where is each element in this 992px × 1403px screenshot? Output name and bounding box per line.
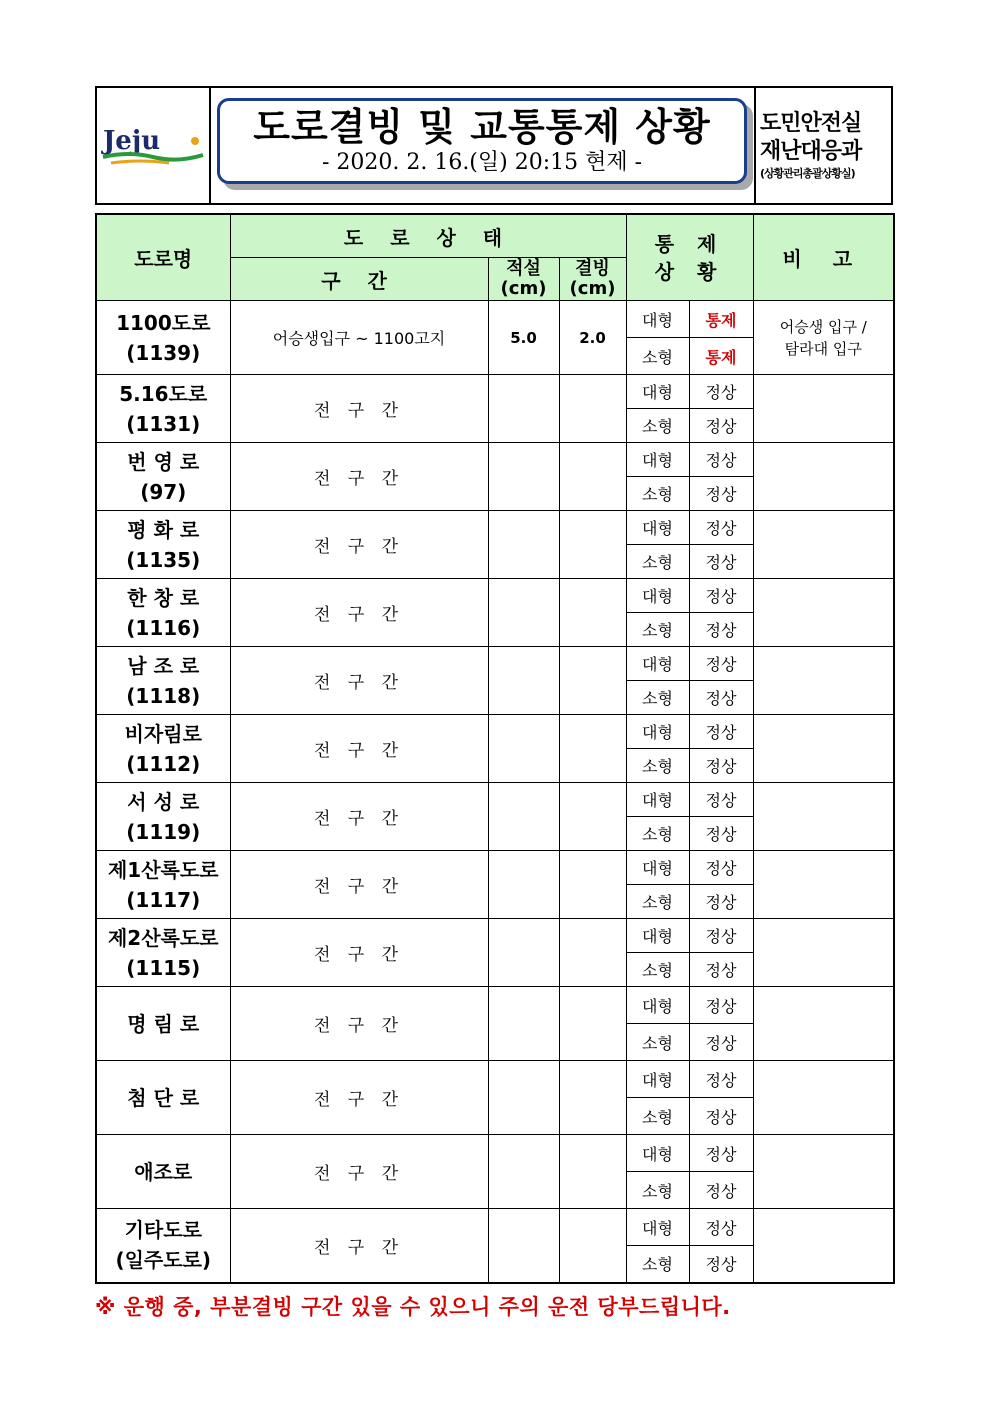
road-name	[96, 715, 230, 783]
small-vehicle-status: 통제	[689, 338, 753, 375]
road-section: 전 구 간	[230, 1135, 488, 1209]
road-name-line1: 비자림로	[124, 721, 202, 746]
header-control-status	[626, 214, 753, 301]
large-vehicle-status: 정상	[689, 783, 753, 817]
road-name	[96, 1209, 230, 1283]
table-row	[96, 301, 894, 338]
road-name-line2: (97)	[140, 479, 187, 504]
header-ice	[559, 258, 626, 301]
road-name	[96, 851, 230, 919]
small-vehicle-status: 정상	[689, 749, 753, 783]
large-vehicle-label: 대형	[626, 919, 689, 953]
header-road-name: 도로명	[96, 214, 230, 301]
road-name-line2: (1118)	[126, 683, 201, 708]
road-name-line1: 기타도로	[124, 1218, 202, 1243]
road-note	[753, 851, 894, 919]
table-row	[96, 715, 894, 749]
header-control-line1: 통 제	[654, 231, 725, 256]
road-note	[753, 715, 894, 783]
large-vehicle-label: 대형	[626, 1209, 689, 1246]
road-section: 전 구 간	[230, 375, 488, 443]
road-name-line1: 번 영 로	[127, 449, 200, 474]
snow-depth	[488, 783, 559, 851]
small-vehicle-label: 소형	[626, 338, 689, 375]
road-name-line1: 제1산록도로	[107, 857, 219, 882]
title-cell	[211, 88, 756, 203]
road-section: 전 구 간	[230, 919, 488, 987]
snow-depth	[488, 919, 559, 987]
jeju-logo-icon	[99, 121, 207, 171]
large-vehicle-status: 정상	[689, 919, 753, 953]
road-note	[753, 987, 894, 1061]
road-section: 전 구 간	[230, 987, 488, 1061]
road-rows	[96, 301, 894, 1283]
road-name-line1: 제2산록도로	[107, 925, 219, 950]
road-name	[96, 647, 230, 715]
header-ice-label: 결빙	[575, 258, 610, 279]
header-section: 구 간	[230, 258, 488, 301]
large-vehicle-status: 정상	[689, 851, 753, 885]
small-vehicle-status: 정상	[689, 1098, 753, 1135]
snow-depth	[488, 511, 559, 579]
ice-depth	[559, 1061, 626, 1135]
snow-depth	[488, 851, 559, 919]
small-vehicle-status: 정상	[689, 817, 753, 851]
table-row	[96, 443, 894, 477]
page-title: 도로결빙 및 교통통제 상황	[253, 105, 711, 149]
table-row	[96, 1209, 894, 1246]
ice-depth	[559, 919, 626, 987]
large-vehicle-status: 정상	[689, 647, 753, 681]
road-name	[96, 1135, 230, 1209]
large-vehicle-label: 대형	[626, 301, 689, 338]
road-section: 전 구 간	[230, 1061, 488, 1135]
snow-depth	[488, 1135, 559, 1209]
road-note-line1: 어승생 입구 /	[779, 317, 867, 336]
road-name	[96, 579, 230, 647]
road-note	[753, 1209, 894, 1283]
small-vehicle-label: 소형	[626, 477, 689, 511]
road-note	[753, 579, 894, 647]
road-note	[753, 1135, 894, 1209]
road-section: 전 구 간	[230, 851, 488, 919]
road-section: 전 구 간	[230, 511, 488, 579]
document-header	[95, 86, 893, 205]
ice-depth	[559, 1135, 626, 1209]
small-vehicle-label: 소형	[626, 681, 689, 715]
large-vehicle-label: 대형	[626, 1061, 689, 1098]
small-vehicle-status: 정상	[689, 681, 753, 715]
small-vehicle-status: 정상	[689, 477, 753, 511]
header-snow-label: 적설	[506, 258, 541, 279]
small-vehicle-label: 소형	[626, 409, 689, 443]
ice-depth	[559, 443, 626, 511]
road-name	[96, 301, 230, 375]
road-section: 어승생입구 ~ 1100고지	[230, 301, 488, 375]
large-vehicle-label: 대형	[626, 1135, 689, 1172]
road-name-line1: 첨 단 로	[127, 1085, 200, 1110]
large-vehicle-status: 정상	[689, 715, 753, 749]
small-vehicle-status: 정상	[689, 1246, 753, 1283]
snow-depth	[488, 1209, 559, 1283]
road-name	[96, 375, 230, 443]
large-vehicle-status: 정상	[689, 1209, 753, 1246]
table-row	[96, 511, 894, 545]
small-vehicle-label: 소형	[626, 1098, 689, 1135]
road-name	[96, 783, 230, 851]
ice-depth: 2.0	[559, 301, 626, 375]
road-note	[753, 301, 894, 375]
road-name-line1: 서 성 로	[127, 789, 200, 814]
logo-cell	[97, 88, 211, 203]
report-date: - 2020. 2. 16.(일) 20:15 현제 -	[321, 150, 643, 175]
ice-depth	[559, 647, 626, 715]
table-row	[96, 919, 894, 953]
road-note	[753, 375, 894, 443]
snow-depth	[488, 647, 559, 715]
large-vehicle-label: 대형	[626, 375, 689, 409]
large-vehicle-status: 정상	[689, 579, 753, 613]
road-name-line2: (1116)	[126, 615, 201, 640]
table-row	[96, 1135, 894, 1172]
snow-depth	[488, 443, 559, 511]
small-vehicle-label: 소형	[626, 613, 689, 647]
road-note	[753, 783, 894, 851]
road-name	[96, 919, 230, 987]
road-name-line1: 5.16도로	[119, 381, 208, 406]
snow-depth	[488, 1061, 559, 1135]
road-note	[753, 443, 894, 511]
road-note	[753, 1061, 894, 1135]
small-vehicle-status: 정상	[689, 409, 753, 443]
ice-depth	[559, 783, 626, 851]
ice-depth	[559, 375, 626, 443]
road-name-line2: (1131)	[126, 411, 201, 436]
header-control-line2: 상 황	[654, 259, 725, 284]
large-vehicle-label: 대형	[626, 443, 689, 477]
road-name-line1: 한 창 로	[127, 585, 200, 610]
caution-notice: ※ 운행 중, 부분결빙 구간 있을 수 있으니 주의 운전 당부드립니다.	[95, 1295, 731, 1319]
snow-depth	[488, 375, 559, 443]
road-name	[96, 443, 230, 511]
small-vehicle-label: 소형	[626, 1246, 689, 1283]
road-section: 전 구 간	[230, 579, 488, 647]
large-vehicle-label: 대형	[626, 647, 689, 681]
road-name-line1: 남 조 로	[127, 653, 200, 678]
ice-depth	[559, 987, 626, 1061]
ice-depth	[559, 851, 626, 919]
small-vehicle-label: 소형	[626, 1172, 689, 1209]
road-name-line1: 애조로	[134, 1159, 193, 1184]
small-vehicle-status: 정상	[689, 885, 753, 919]
table-row	[96, 579, 894, 613]
header-road-state: 도 로 상 태	[230, 214, 626, 258]
large-vehicle-label: 대형	[626, 511, 689, 545]
large-vehicle-label: 대형	[626, 987, 689, 1024]
ice-depth	[559, 511, 626, 579]
small-vehicle-label: 소형	[626, 817, 689, 851]
large-vehicle-label: 대형	[626, 783, 689, 817]
road-note	[753, 647, 894, 715]
snow-depth	[488, 579, 559, 647]
small-vehicle-label: 소형	[626, 545, 689, 579]
small-vehicle-label: 소형	[626, 885, 689, 919]
small-vehicle-status: 정상	[689, 953, 753, 987]
large-vehicle-status: 정상	[689, 1135, 753, 1172]
road-name-line2: (1115)	[126, 955, 201, 980]
header-ice-unit: (cm)	[569, 278, 616, 299]
road-name	[96, 511, 230, 579]
table-row	[96, 851, 894, 885]
table-row	[96, 783, 894, 817]
road-name-line2: (1135)	[126, 547, 201, 572]
large-vehicle-status: 정상	[689, 443, 753, 477]
title-box	[217, 98, 747, 184]
small-vehicle-status: 정상	[689, 545, 753, 579]
small-vehicle-status: 정상	[689, 613, 753, 647]
large-vehicle-label: 대형	[626, 851, 689, 885]
road-name	[96, 1061, 230, 1135]
large-vehicle-status: 통제	[689, 301, 753, 338]
road-section: 전 구 간	[230, 715, 488, 783]
road-section: 전 구 간	[230, 647, 488, 715]
small-vehicle-label: 소형	[626, 1024, 689, 1061]
road-name-line2: (1117)	[126, 887, 201, 912]
table-row	[96, 647, 894, 681]
snow-depth: 5.0	[488, 301, 559, 375]
svg-text:Jeju: Jeju	[103, 125, 161, 156]
table-row	[96, 375, 894, 409]
road-name-line1: 평 화 로	[127, 517, 200, 542]
road-section: 전 구 간	[230, 783, 488, 851]
department-cell	[756, 88, 891, 203]
road-name-line1: 1100도로	[116, 310, 211, 335]
dept-room: (상황관리총괄상황실)	[760, 166, 855, 180]
road-name	[96, 987, 230, 1061]
large-vehicle-label: 대형	[626, 579, 689, 613]
header-snow	[488, 258, 559, 301]
dept-division: 재난대응과	[760, 138, 862, 164]
snow-depth	[488, 715, 559, 783]
small-vehicle-label: 소형	[626, 953, 689, 987]
ice-depth	[559, 715, 626, 783]
snow-depth	[488, 987, 559, 1061]
header-note: 비 고	[753, 214, 894, 301]
small-vehicle-status: 정상	[689, 1024, 753, 1061]
small-vehicle-status: 정상	[689, 1172, 753, 1209]
road-section: 전 구 간	[230, 1209, 488, 1283]
small-vehicle-label: 소형	[626, 749, 689, 783]
road-status-table	[95, 213, 895, 1284]
ice-depth	[559, 579, 626, 647]
road-note	[753, 919, 894, 987]
road-name-line2: (일주도로)	[115, 1248, 212, 1273]
large-vehicle-status: 정상	[689, 987, 753, 1024]
road-section: 전 구 간	[230, 443, 488, 511]
road-name-line2: (1119)	[126, 819, 201, 844]
ice-depth	[559, 1209, 626, 1283]
header-snow-unit: (cm)	[500, 278, 547, 299]
large-vehicle-status: 정상	[689, 375, 753, 409]
road-note-line2: 탐라대 입구	[784, 339, 862, 358]
road-name-line2: (1112)	[126, 751, 201, 776]
table-row	[96, 987, 894, 1024]
road-name-line2: (1139)	[126, 340, 201, 365]
dept-office: 도민안전실	[760, 110, 862, 136]
large-vehicle-label: 대형	[626, 715, 689, 749]
large-vehicle-status: 정상	[689, 1061, 753, 1098]
table-row	[96, 1061, 894, 1098]
large-vehicle-status: 정상	[689, 511, 753, 545]
road-name-line1: 명 림 로	[127, 1011, 200, 1036]
road-note	[753, 511, 894, 579]
